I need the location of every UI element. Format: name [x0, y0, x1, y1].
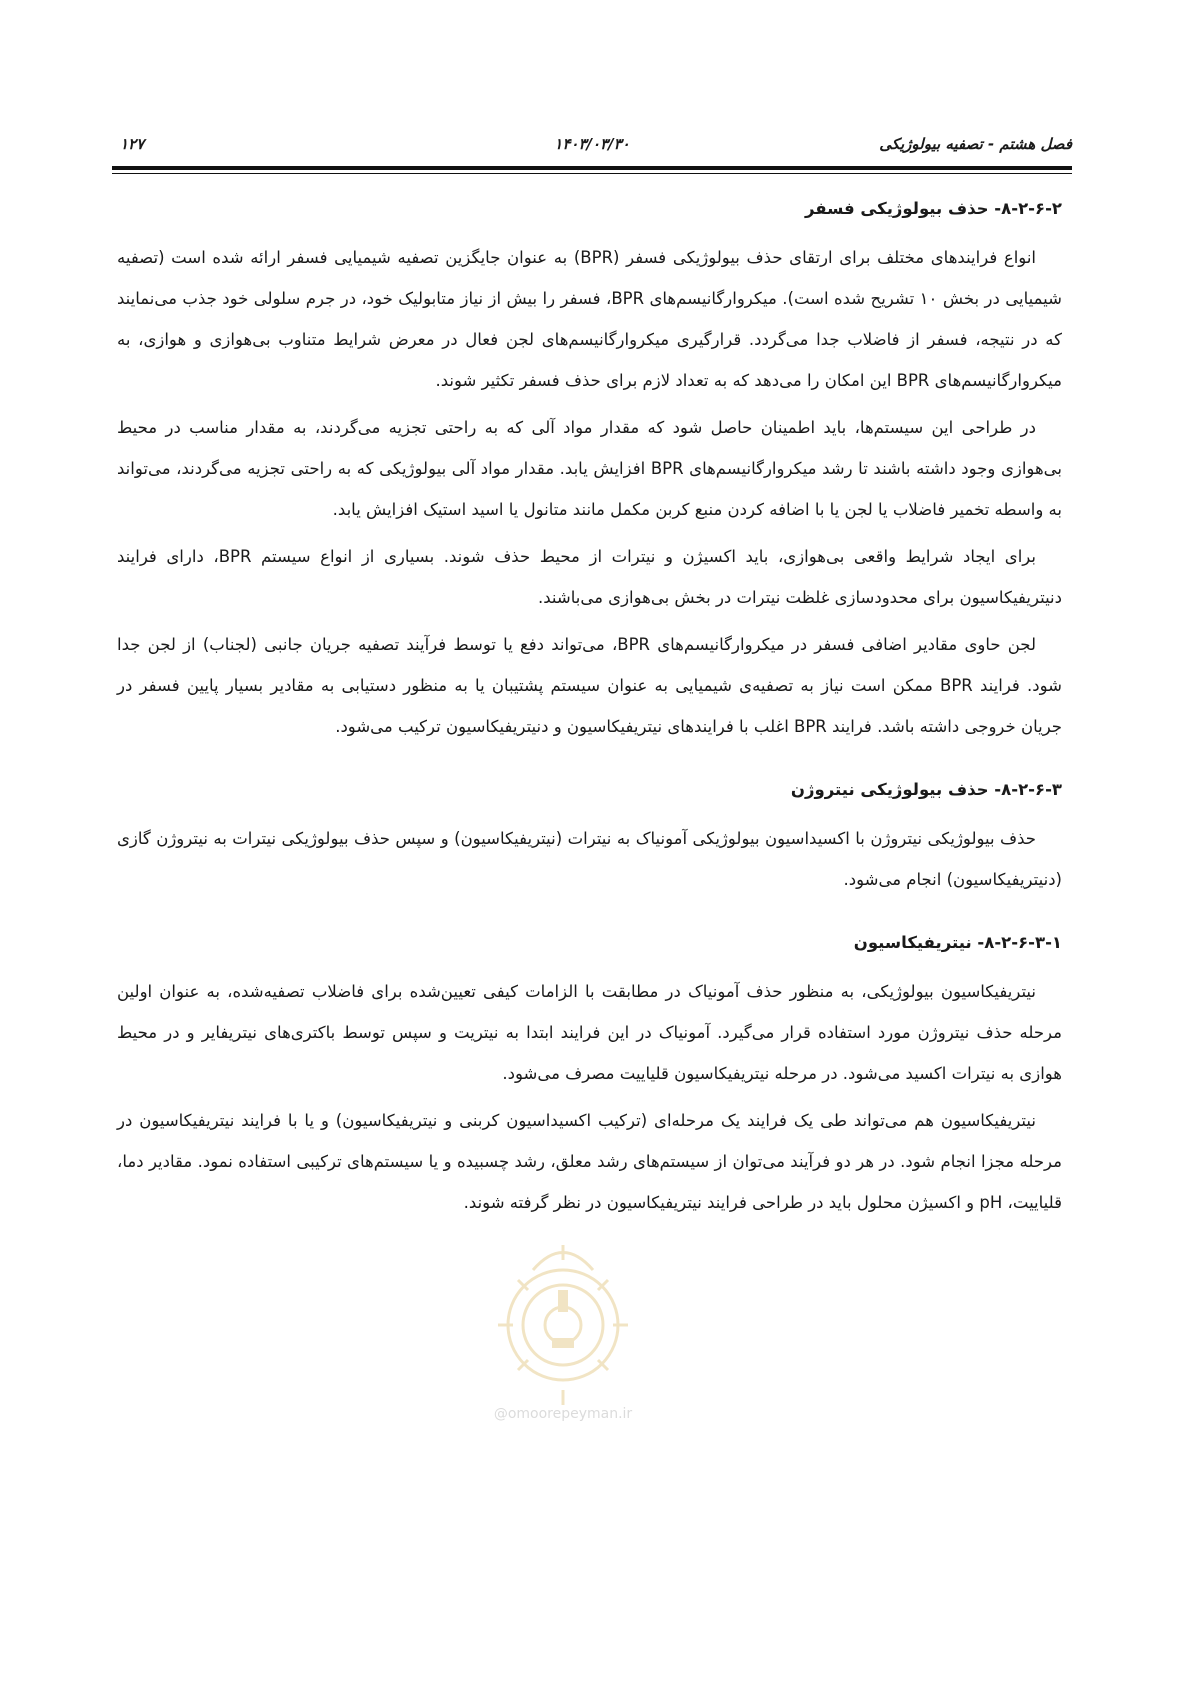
section-nitrification: [117, 922, 1062, 1223]
gear-emblem-icon: [488, 1230, 638, 1405]
body-paragraph: نیتریفیکاسیون بیولوژیکی، به منظور حذف آمونیاک در مطابقت با الزامات کیفی تعیین‌شده برای فاضلاب تصفیه‌شده، به عنوان اولین مرحله حذف نیتروژن مورد استفاده قرار می‌گیرد. آمونیاک در این فرایند ابتدا به نیتریت و سپس توسط باکتری‌های نیتریفایر و در محیط هوازی به نیترات اکسید می‌شود. در مرحله نیتریفیکاسیون قلیاییت مصرف می‌شود.: [117, 982, 1062, 1083]
body-paragraph: انواع فرایندهای مختلف برای ارتقای حذف بیولوژیکی فسفر (BPR) به عنوان جایگزین تصفیه شیمیایی فسفر ارائه شده است (تصفیه شیمیایی در بخش ۱۰ تشریح شده است). میکروارگانیسم‌های BPR، فسفر را بیش از نیاز متابولیک خود، در جرم سلولی خود جذب می‌نمایند که در نتیجه، فسفر از فاضلاب جدا می‌گردد. قرارگیری میکروارگانیسم‌های لجن فعال در معرض شرایط متناوب بی‌هوازی و هوازی، به میکروارگانیسم‌های BPR این امکان را می‌دهد که به تعداد لازم برای حذف فسفر تکثیر شوند.: [117, 248, 1062, 390]
body-paragraph: برای ایجاد شرایط واقعی بی‌هوازی، باید اکسیژن و نیترات از محیط حذف شوند. بسیاری از انواع سیستم BPR، دارای فرایند دنیتریفیکاسیون برای محدودسازی غلظت نیترات در بخش بی‌هوازی می‌باشند.: [117, 547, 1062, 607]
page-number: ۱۲۷: [120, 135, 145, 153]
body-paragraph: در طراحی این سیستم‌ها، باید اطمینان حاصل شود که مقدار مواد آلی که به راحتی تجزیه می‌گردند، به مقدار مناسب در محیط بی‌هوازی وجود داشته باشند تا رشد میکروارگانیسم‌های BPR افزایش یابد. مقدار مواد آلی بیولوژیکی که به راحتی تجزیه می‌گردند، می‌تواند به واسطه تخمیر فاضلاب یا لجن یا با اضافه کردن منبع کربن مکمل مانند متانول یا اسید استیک افزایش یابد.: [117, 418, 1062, 519]
body-paragraph: لجن حاوی مقادیر اضافی فسفر در میکروارگانیسم‌های BPR، می‌تواند دفع یا توسط فرآیند تصفیه جریان جانبی (لجناب) از لجن جدا شود. فرایند BPR ممکن است نیاز به تصفیه‌ی شیمیایی به عنوان سیستم پشتیبان یا به منظور دستیابی به مقادیر بسیار پایین فسفر در جریان خروجی داشته باشد. فرایند BPR اغلب با فرایندهای نیتریفیکاسیون و دنیتریفیکاسیون ترکیب می‌شود.: [117, 635, 1062, 736]
header-rule-thick: [112, 166, 1072, 170]
section-phosphorus-removal: [117, 188, 1062, 747]
watermark-text: @omoorepeyman.ir: [493, 1406, 633, 1422]
section-nitrogen-removal: [117, 769, 1062, 900]
page-header: [112, 130, 1072, 158]
watermark-logo: [488, 1230, 638, 1430]
section-heading: ۸-۲-۶-۳-۱- نیتریفیکاسیون: [853, 933, 1062, 952]
header-rule-thin: [112, 173, 1072, 174]
header-date: ۱۴۰۳/۰۳/۳۰: [554, 135, 630, 153]
section-heading: ۸-۲-۶-۲- حذف بیولوژیکی فسفر: [804, 199, 1062, 218]
section-heading: ۸-۲-۶-۳- حذف بیولوژیکی نیتروژن: [790, 780, 1062, 799]
page-content: [117, 188, 1062, 1229]
body-paragraph: حذف بیولوژیکی نیتروژن با اکسیداسیون بیولوژیکی آمونیاک به نیترات (نیتریفیکاسیون) و سپس حذف بیولوژیکی نیترات به نیتروژن گازی (دنیتریفیکاسیون) انجام می‌شود.: [117, 829, 1062, 889]
body-paragraph: نیتریفیکاسیون هم می‌تواند طی یک فرایند یک مرحله‌ای (ترکیب اکسیداسیون کربنی و نیتریفیکاسیون) و یا با فرایند نیتریفیکاسیون در مرحله مجزا انجام شود. در هر دو فرآیند می‌توان از سیستم‌های رشد معلق، رشد چسبیده و یا سیستم‌های ترکیبی استفاده نمود. مقادیر دما، قلیاییت، pH و اکسیژن محلول باید در طراحی فرایند نیتریفیکاسیون در نظر گرفته شوند.: [117, 1111, 1062, 1212]
chapter-title: فصل هشتم - تصفیه بیولوژیکی: [879, 135, 1072, 153]
